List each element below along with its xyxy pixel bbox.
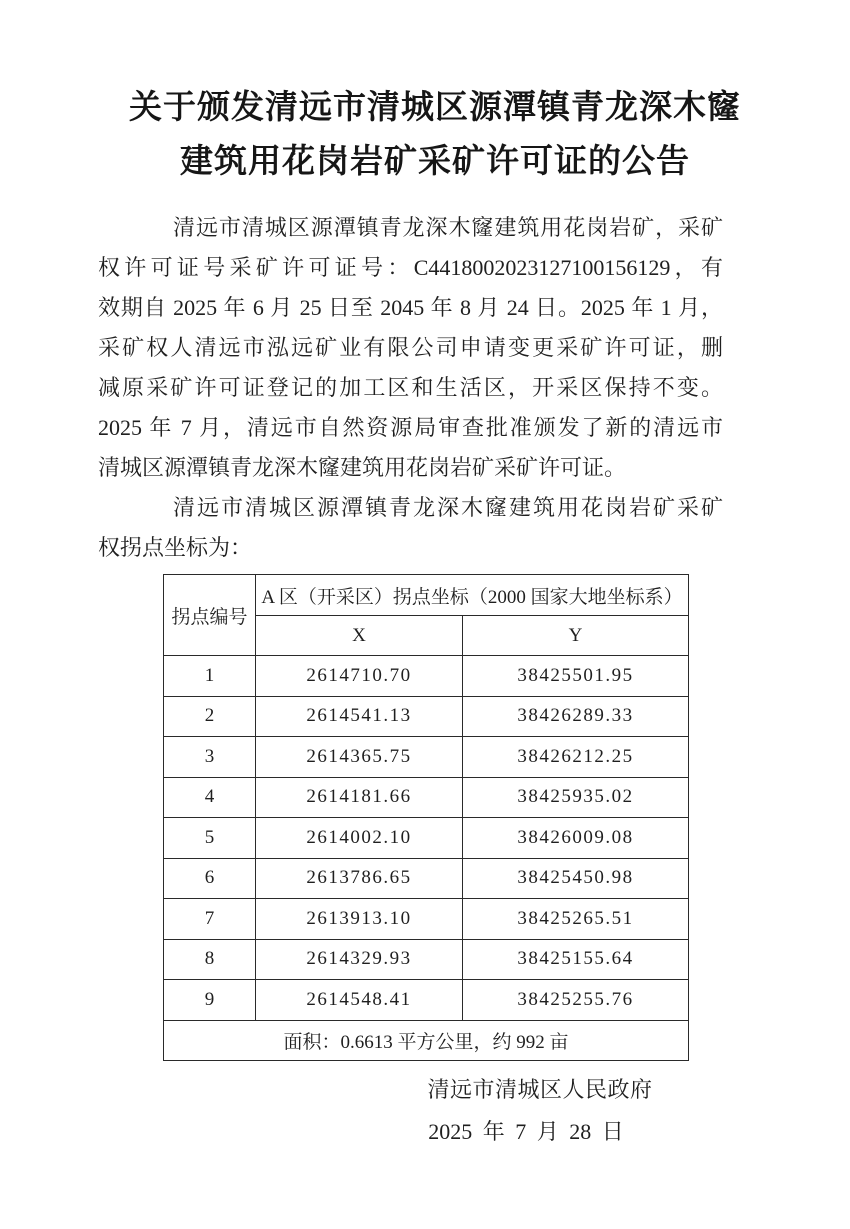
paragraph-1-line: 采矿权人清远市泓远矿业有限公司申请变更采矿许可证，删 bbox=[98, 335, 723, 360]
table-row bbox=[164, 656, 689, 697]
table-row bbox=[164, 899, 689, 940]
point-number: 1 bbox=[164, 656, 256, 697]
coordinate-y: 38425255.76 bbox=[463, 980, 689, 1021]
point-number: 4 bbox=[164, 777, 256, 818]
page-title bbox=[0, 0, 850, 188]
coordinate-y: 38426289.33 bbox=[463, 696, 689, 737]
coordinate-x: 2614710.70 bbox=[256, 656, 463, 697]
table-x-header: X bbox=[256, 616, 463, 656]
coordinate-y: 38426009.08 bbox=[463, 818, 689, 859]
title-line-1: 关于颁发清远市清城区源潭镇青龙深木窿 bbox=[129, 88, 741, 125]
coordinate-x: 2614002.10 bbox=[256, 818, 463, 859]
paragraph-1-line: 效期自 2025 年 6 月 25 日至 2045 年 8 月 24 日。2025 年 1 月， bbox=[98, 295, 723, 320]
body-paragraphs bbox=[98, 208, 723, 568]
coordinate-x: 2614181.66 bbox=[256, 777, 463, 818]
paragraph-1-line: 2025 年 7 月，清远市自然资源局审查批准颁发了新的清远市 bbox=[98, 415, 723, 440]
paragraph-1-line: 减原采矿许可证登记的加工区和生活区，开采区保持不变。 bbox=[98, 375, 723, 400]
table-row bbox=[164, 818, 689, 859]
paragraph-1-line: 清城区源潭镇青龙深木窿建筑用花岗岩矿采矿许可证。 bbox=[98, 455, 627, 480]
table-row bbox=[164, 777, 689, 818]
coordinate-y: 38425935.02 bbox=[463, 777, 689, 818]
coordinate-x: 2614329.93 bbox=[256, 939, 463, 980]
coordinates-table bbox=[163, 574, 689, 1061]
coordinate-y: 38425450.98 bbox=[463, 858, 689, 899]
area-summary: 面积：0.6613 平方公里，约 992 亩 bbox=[164, 1020, 689, 1060]
point-number: 7 bbox=[164, 899, 256, 940]
table-row bbox=[164, 980, 689, 1021]
paragraph-2-line: 权拐点坐标为： bbox=[98, 535, 253, 560]
paragraph-1-line: 权许可证号采矿许可证号：C4418002023127100156129，有 bbox=[98, 255, 723, 280]
coordinate-x: 2614541.13 bbox=[256, 696, 463, 737]
point-number: 6 bbox=[164, 858, 256, 899]
coordinate-x: 2613786.65 bbox=[256, 858, 463, 899]
coordinate-x: 2614365.75 bbox=[256, 737, 463, 778]
point-number: 2 bbox=[164, 696, 256, 737]
coordinate-y: 38426212.25 bbox=[463, 737, 689, 778]
issuing-authority: 清远市清城区人民政府 bbox=[427, 1076, 653, 1102]
title-line-2: 建筑用花岗岩矿采矿许可证的公告 bbox=[180, 142, 690, 179]
paragraph-2-line: 清远市清城区源潭镇青龙深木窿建筑用花岗岩矿采矿 bbox=[173, 495, 723, 520]
coordinate-x: 2614548.41 bbox=[256, 980, 463, 1021]
coordinate-y: 38425501.95 bbox=[463, 656, 689, 697]
point-number: 3 bbox=[164, 737, 256, 778]
signature-block bbox=[0, 1069, 850, 1153]
issue-date: 2025 年 7 月 28 日 bbox=[428, 1118, 624, 1144]
paragraph-1-line: 清远市清城区源潭镇青龙深木窿建筑用花岗岩矿，采矿 bbox=[173, 215, 723, 240]
table-row bbox=[164, 737, 689, 778]
coordinate-y: 38425265.51 bbox=[463, 899, 689, 940]
table-row bbox=[164, 939, 689, 980]
point-number: 9 bbox=[164, 980, 256, 1021]
point-number: 5 bbox=[164, 818, 256, 859]
table-span-header: A 区（开采区）拐点坐标（2000 国家大地坐标系） bbox=[256, 575, 689, 616]
table-row bbox=[164, 696, 689, 737]
table-y-header: Y bbox=[463, 616, 689, 656]
table-row bbox=[164, 858, 689, 899]
coordinate-y: 38425155.64 bbox=[463, 939, 689, 980]
coordinate-x: 2613913.10 bbox=[256, 899, 463, 940]
point-number: 8 bbox=[164, 939, 256, 980]
table-corner-header: 拐点编号 bbox=[164, 575, 256, 656]
